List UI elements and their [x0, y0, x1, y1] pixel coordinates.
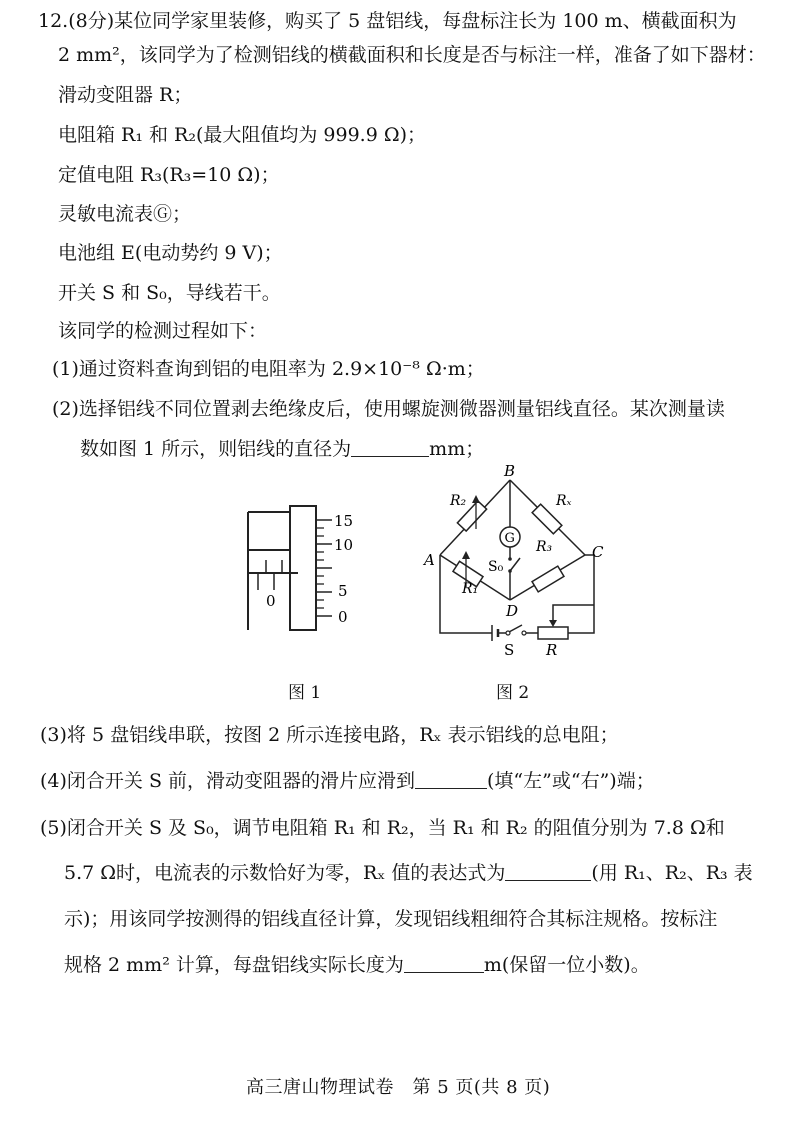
node-a-label: A	[424, 551, 435, 569]
step-2-unit: mm；	[429, 438, 485, 460]
step-5-suffix: (用 R₁、R₂、R₃ 表	[591, 862, 753, 884]
switch-s	[509, 625, 522, 632]
step-2-text: 数如图 1 所示，则铝线的直径为	[80, 438, 352, 460]
r1-label: R₁	[462, 581, 479, 597]
thimble-label-15: 15	[334, 512, 354, 530]
node-b-label: B	[504, 465, 516, 480]
question-header-cont: 2 mm²，该同学为了检测铝线的横截面积和长度是否与标注一样，准备了如下器材：	[58, 44, 766, 66]
step-5-text: 5.7 Ω时，电流表的示数恰好为零，Rₓ 值的表达式为	[64, 862, 506, 884]
node-d-label: D	[506, 602, 519, 620]
thimble-ticks	[316, 520, 332, 616]
figure-1-micrometer	[230, 500, 370, 640]
page-footer: 高三唐山物理试卷 第 5 页(共 8 页)	[246, 1077, 551, 1098]
node-c-label: C	[592, 543, 604, 561]
step-4	[40, 768, 655, 794]
r1-arrow-head	[462, 551, 470, 559]
wire-c	[585, 555, 594, 605]
step-5-length-suffix: m(保留一位小数)。	[483, 954, 650, 976]
answer-blank-slider-end[interactable]	[415, 770, 487, 789]
rheostat-slider	[549, 620, 557, 627]
micrometer-sleeve-label: 0	[266, 592, 276, 610]
material-item: 开关 S 和 S₀，导线若干。	[58, 282, 281, 304]
galvanometer-label: G	[504, 531, 515, 546]
r3-label: R₃	[536, 539, 553, 555]
thimble-label-0: 0	[338, 608, 348, 626]
thimble-label-5: 5	[338, 582, 348, 600]
micrometer-thimble	[290, 506, 316, 630]
figure-2-caption: 图 2	[496, 683, 530, 703]
step-3: (3)将 5 盘铝线串联，按图 2 所示连接电路，Rₓ 表示铝线的总电阻；	[40, 724, 619, 746]
thimble-label-10: 10	[334, 536, 354, 554]
step-5-length-text: 规格 2 mm² 计算，每盘铝线实际长度为	[64, 954, 404, 976]
micrometer-sleeve-top	[248, 512, 290, 550]
r2-label: R₂	[450, 493, 467, 509]
r-label: R	[546, 641, 558, 659]
figure-2-circuit	[410, 465, 610, 665]
material-item: 定值电阻 R₃(R₃=10 Ω)；	[58, 164, 280, 186]
step-2-answer-line	[80, 436, 484, 462]
step-5-line-4	[64, 952, 650, 978]
resistor-r3	[532, 566, 564, 592]
answer-blank-rx-expression[interactable]	[505, 862, 591, 881]
material-item: 灵敏电流表Ⓖ；	[58, 203, 192, 225]
step-2: (2)选择铝线不同位置剥去绝缘皮后，使用螺旋测微器测量铝线直径。某次测量读	[52, 398, 725, 420]
step-5: (5)闭合开关 S 及 S₀，调节电阻箱 R₁ 和 R₂，当 R₁ 和 R₂ 的阻值分别为 7.8 Ω和	[40, 817, 725, 839]
step-5-line-3: 示)；用该同学按测得的铝线直径计算，发现铝线粗细符合其标注规格。按标注	[64, 908, 718, 930]
answer-blank-diameter[interactable]	[351, 438, 429, 457]
material-item: 滑动变阻器 R；	[58, 84, 193, 106]
answer-blank-length[interactable]	[404, 954, 484, 973]
process-intro: 该同学的检测过程如下：	[58, 320, 268, 342]
question-header: 12.(8分)某位同学家里装修，购买了 5 盘铝线，每盘标注长为 100 m、横截面积为	[38, 10, 737, 32]
s-label: S	[504, 641, 515, 659]
step-1: (1)通过资料查询到铝的电阻率为 2.9×10⁻⁸ Ω·m；	[52, 358, 485, 380]
rheostat-r	[538, 627, 568, 639]
s0-label: S₀	[488, 559, 504, 575]
r2-arrow-head	[472, 495, 480, 503]
rx-label: Rₓ	[556, 493, 572, 509]
material-item: 电池组 E(电动势约 9 V)；	[58, 242, 283, 264]
material-item: 电阻箱 R₁ 和 R₂(最大阻值均为 999.9 Ω)；	[58, 124, 427, 146]
step-4-text: (4)闭合开关 S 前，滑动变阻器的滑片应滑到	[40, 770, 416, 792]
step-4-suffix: (填“左”或“右”)端；	[487, 770, 655, 792]
figure-1-caption: 图 1	[288, 683, 322, 703]
switch-s-contact	[522, 631, 526, 635]
rheostat-slider-wire	[553, 605, 594, 625]
step-5-line-2	[64, 860, 753, 886]
wire-r-c	[568, 605, 594, 633]
